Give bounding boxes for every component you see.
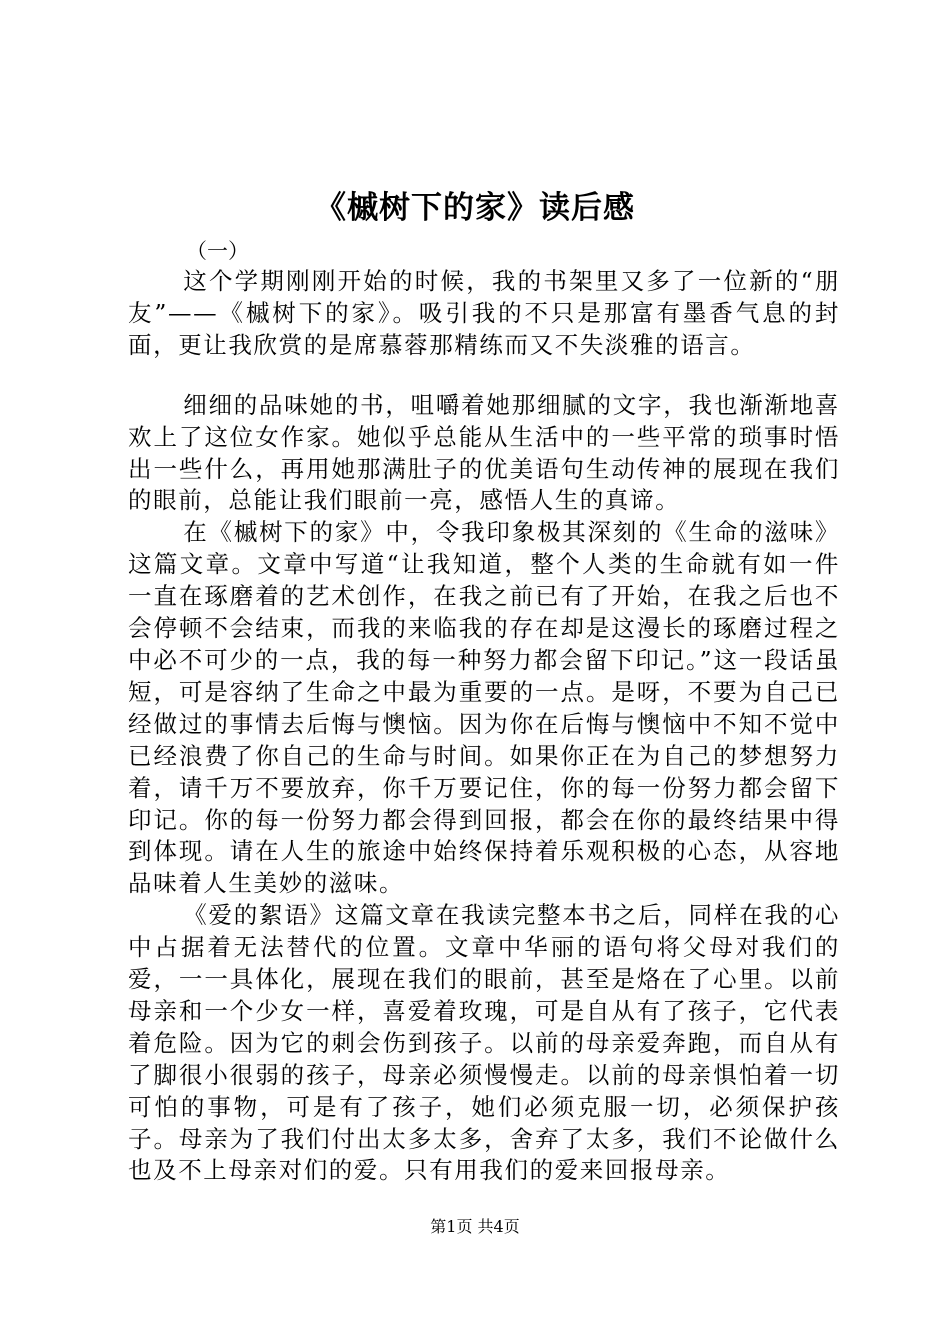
paragraph-4: 《爱的絮语》这篇文章在我读完整本书之后，同样在我的心中占据着无法替代的位置。文章中华丽的语句将父母对我们的爱，一一具体化，展现在我们的眼前，甚至是烙在了心里。以前母亲和一个少女一样，喜爱着玫瑰，可是自从有了孩子，它代表着危险。因为它的刺会伤到孩子。以前的母亲爱奔跑，而自从有了脚很小很弱的孩子，母亲必须慢慢走。以前的母亲惧怕着一切可怕的事物，可是有了孩子，她们必须克服一切，必须保护孩子。母亲为了我们付出太多太多，舍弃了太多，我们不论做什么也及不上母亲对们的爱。只有用我们的爱来回报母亲。 [128, 901, 840, 1185]
document-title: 《槭树下的家》读后感 [315, 190, 635, 226]
document-body [128, 266, 840, 1187]
page-footer: 第1页 共4页 [430, 1217, 520, 1236]
paragraph-1: 这个学期刚刚开始的时候，我的书架里又多了一位新的“朋友”——《槭树下的家》。吸引我的不只是那富有墨香气息的封面，更让我欣赏的是席慕蓉那精练而又不失淡雅的语言。 [128, 267, 840, 359]
paragraph-3: 在《槭树下的家》中，令我印象极其深刻的《生命的滋味》这篇文章。文章中写道“让我知道，整个人类的生命就有如一件一直在琢磨着的艺术创作，在我之前已有了开始，在我之后也不会停顿不会结束，而我的来临我的存在却是这漫长的琢磨过程之中必不可少的一点，我的每一种努力都会留下印记。”这一段话虽短，可是容纳了生命之中最为重要的一点。是呀，不要为自己已经做过的事情去后悔与懊恼。因为你在后悔与懊恼中不知不觉中已经浪费了你自己的生命与时间。如果你正在为自己的梦想努力着，请千万不要放弃，你千万要记住，你的每一份努力都会留下印记。你的每一份努力都会得到回报，都会在你的最终结果中得到体现。请在人生的旅途中始终保持着乐观积极的心态，从容地品味着人生美妙的滋味。 [128, 518, 840, 898]
paragraph-2: 细细的品味她的书，咀嚼着她那细腻的文字，我也渐渐地喜欢上了这位女作家。她似乎总能从生活中的一些平常的琐事时悟出一些什么，再用她那满肚子的优美语句生动传神的展现在我们的眼前，总能让我们眼前一亮，感悟人生的真谛。 [128, 390, 840, 515]
section-label: （一） [186, 239, 249, 263]
